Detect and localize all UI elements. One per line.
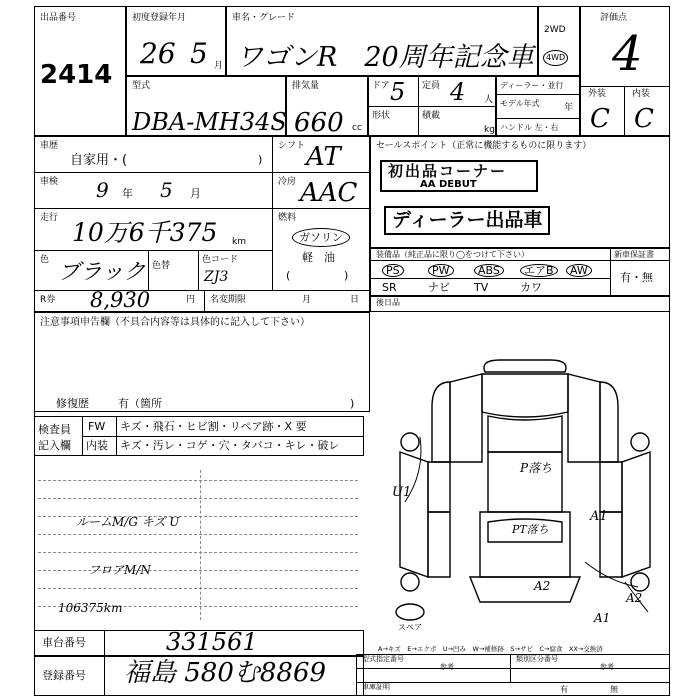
warranty-value: 有・無 — [620, 271, 653, 284]
car-name: ワゴンR 20周年記念車 — [236, 42, 534, 73]
rear-box — [370, 296, 670, 312]
model-year-label: モデル年式 — [500, 99, 540, 108]
equipment-item: SR — [382, 281, 397, 294]
color-code-value: ZJ3 — [204, 269, 229, 285]
history-value: 自家用・( — [70, 153, 128, 168]
fw-label: FW — [88, 420, 106, 433]
displacement-label: 排気量 — [292, 81, 320, 91]
legend: A→キズ E→エクボ U→凹み W→補修跡 S→サビ C→腐食 XX→交換済 — [378, 645, 603, 653]
capacity-value: 4 — [450, 78, 466, 106]
repair-value: 有（箇所 — [118, 397, 162, 410]
cooling-label: 冷房 — [278, 177, 297, 187]
equipment-item: ABS — [474, 264, 504, 277]
displacement-value: 660 — [294, 108, 344, 138]
mark-a2-right: A2 — [626, 591, 643, 605]
year-unit: 年 — [122, 187, 133, 200]
note-3: 106375km — [58, 601, 123, 615]
name-label: 車名・グレード — [232, 13, 296, 23]
plate-label: 登録番号 — [42, 669, 86, 682]
inspection-year: 9 — [96, 178, 109, 202]
mark-a1-right: A1 — [590, 509, 608, 524]
interior-grade: C — [634, 104, 654, 134]
shift-label: シフト — [278, 141, 306, 151]
recycle-value: 8,930 — [90, 288, 151, 312]
interior-label: 内装 — [632, 89, 651, 99]
equipment-item: エアB — [520, 264, 558, 277]
kg-unit: kg — [484, 125, 495, 135]
model-value: DBA-MH34S — [132, 108, 287, 136]
door-value: 5 — [390, 78, 406, 106]
score-label: 評価点 — [600, 13, 628, 23]
fw-text: キズ・飛石・ヒビ割・リペア跡・X 要 — [120, 420, 307, 433]
first-reg-month: 5 — [190, 37, 208, 70]
stamp-dealer: ディーラー出品車 — [384, 206, 550, 235]
mark-pt-fall: PT落ち — [512, 523, 549, 536]
dealer-label: ディーラー・並行 — [500, 81, 564, 90]
cert-label-1: 型式指定番号 — [362, 655, 404, 663]
equipment-item: カワ — [520, 281, 542, 294]
interior-label: 内装 — [86, 439, 108, 452]
sales-title: セールスポイント（正常に機能するものに限ります） — [376, 141, 592, 151]
equipment-item: TV — [474, 281, 489, 294]
interior-text: キズ・汚レ・コゲ・穴・タバコ・キレ・破レ — [120, 439, 340, 452]
equipment-item: PS — [382, 264, 404, 277]
fuel-label: 燃料 — [278, 213, 297, 223]
notes-label: 注意事項申告欄（不具合内容等は具体的に記入して下さい） — [40, 317, 310, 328]
person-unit: 人 — [484, 95, 494, 105]
color-code-label: 色コード — [202, 255, 239, 265]
score-value: 4 — [612, 26, 643, 82]
mark-a2-bottom: A2 — [534, 579, 551, 593]
year-unit: 年 — [564, 103, 574, 113]
cc-unit: cc — [352, 123, 362, 133]
spare-label: スペア — [398, 623, 422, 632]
inspection-label: 車検 — [40, 177, 59, 187]
shape-label: 形状 — [372, 111, 391, 121]
cert-has: 有 — [560, 685, 568, 694]
color-value: ブラック — [58, 260, 146, 285]
mark-u1: U1 — [392, 485, 412, 500]
equipment-item: AW — [566, 264, 592, 277]
door-label: ドア — [372, 81, 390, 91]
inspection-month: 5 — [160, 178, 173, 202]
load-label: 積載 — [422, 111, 441, 121]
chassis-value: 331561 — [166, 628, 258, 656]
cert-ref-1: 参考 — [440, 663, 454, 671]
recycle-label: R券 — [40, 295, 56, 305]
cert-label-3: 車庫証明 — [362, 683, 390, 691]
mark-a1-bottom: A1 — [594, 611, 611, 625]
repair-close: ) — [350, 397, 355, 410]
first-reg-label: 初度登録年月 — [132, 13, 187, 23]
history-close: ) — [258, 153, 263, 166]
fuel-options: ガソリン — [292, 228, 350, 247]
cooling-value: AAC — [300, 178, 358, 208]
day-label: 日 — [350, 295, 360, 305]
mark-p-fall: P落ち — [520, 461, 553, 475]
inspector-label-2: 記入欄 — [38, 439, 71, 452]
car-diagram — [370, 312, 670, 642]
equipment-label: 装備品（純正品に限り◯をつけて下さい） — [376, 250, 529, 259]
stamp-debut-sub: AA DEBUT — [420, 179, 477, 190]
capacity-label: 定員 — [422, 81, 441, 91]
drive-label: 2WD — [544, 25, 566, 35]
4wd-icon: 4WD — [543, 50, 568, 66]
plate-value: 福島 580む8869 — [124, 658, 327, 688]
equipment-item: PW — [428, 264, 454, 277]
month-unit: 月 — [214, 61, 224, 71]
km-unit: km — [232, 237, 246, 247]
cert-label-2: 類別区分番号 — [516, 655, 558, 663]
shift-value: AT — [306, 142, 341, 172]
lot-number: 2414 — [40, 60, 113, 90]
equipment-item: ナビ — [428, 281, 450, 294]
mileage-value: 10万6千375 — [72, 218, 218, 247]
stamp-debut: 初出品コーナー — [380, 160, 538, 192]
note-1: ルームM/G キズ U — [76, 515, 180, 529]
rear-label: 後日品 — [376, 298, 400, 307]
exterior-label: 外装 — [588, 89, 607, 99]
name-change-label: 名変期限 — [210, 295, 247, 305]
chassis-label: 車台番号 — [42, 636, 86, 649]
inspector-label-1: 検査員 — [38, 423, 71, 436]
month-label: 月 — [302, 295, 312, 305]
yen-unit: 円 — [186, 295, 196, 305]
mileage-label: 走行 — [40, 213, 59, 223]
month-unit: 月 — [190, 187, 201, 200]
cert-ref-2: 参考 — [600, 663, 614, 671]
color-label: 色 — [40, 255, 50, 265]
history-label: 車歴 — [40, 141, 59, 151]
exterior-grade: C — [590, 104, 610, 134]
note-2: フロアM/N — [88, 563, 151, 577]
fuel-close: ) — [344, 269, 349, 282]
repair-label: 修復歴 — [56, 397, 89, 410]
warranty-label: 新車保証書 — [614, 250, 654, 259]
handle-label: ハンドル 左・右 — [500, 123, 559, 132]
fuel-open: ( — [286, 269, 291, 282]
color-change-label: 色替 — [152, 261, 171, 271]
lot-label: 出品番号 — [40, 13, 77, 23]
cert-none: 無 — [610, 685, 618, 694]
fuel-options-2: 軽 油 — [302, 251, 335, 264]
first-reg-year: 26 — [140, 37, 176, 70]
model-label: 型式 — [132, 81, 151, 91]
